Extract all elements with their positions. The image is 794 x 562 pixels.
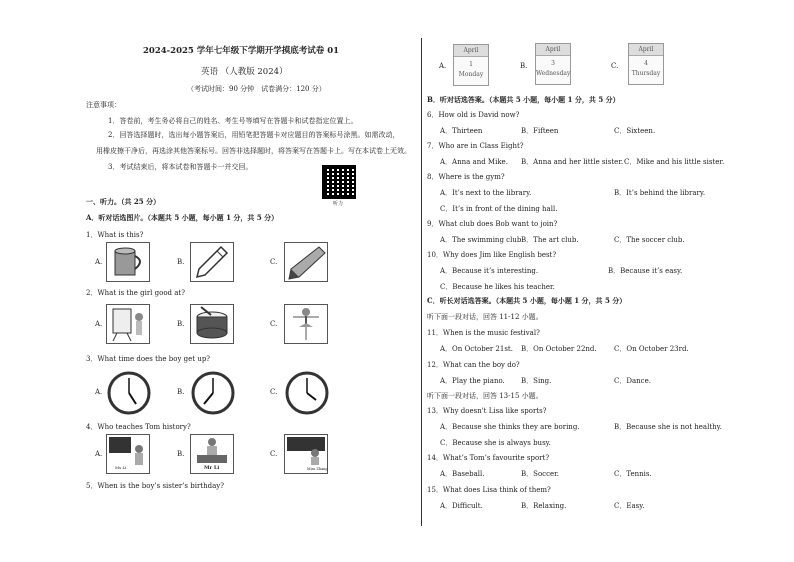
q7-option-b[interactable]: B．Anna and her little sister. (521, 158, 624, 166)
question-7: 7．Who are in Class Eight? (427, 142, 524, 150)
q13-option-a[interactable]: A．Because she thinks they are boring. (440, 423, 580, 431)
qr-label: 听力 (333, 201, 344, 207)
question-10: 10．Why does Jim like English best? (427, 251, 557, 259)
drum-icon (191, 305, 233, 343)
q5-option-a-label: A. (439, 62, 447, 70)
q1-option-c-label: C. (270, 258, 278, 266)
question-4: 4．Who teaches Tom history? (86, 423, 191, 431)
q2-option-c-image[interactable] (284, 304, 328, 344)
mug-icon (107, 243, 149, 281)
clock-icon (284, 370, 330, 416)
question-8: 8．Where is the gym? (427, 173, 505, 181)
q4-option-a-label: A. (95, 450, 103, 458)
q15-option-a[interactable]: A．Difficult. (440, 502, 483, 510)
q4-option-c-image[interactable] (284, 434, 328, 474)
q15-option-b[interactable]: B．Relaxing. (521, 502, 567, 510)
q1-option-b-label: B. (177, 258, 185, 266)
teacher-name-a: Ms Li (115, 465, 127, 470)
exam-info: （考试时间：90 分钟 试卷满分：120 分） (187, 85, 326, 93)
q1-option-b-image[interactable] (190, 242, 234, 282)
q12-option-b[interactable]: B．Sing. (521, 377, 552, 385)
calendar-weekday: Monday (458, 71, 484, 78)
q11-option-c[interactable]: C．On October 23rd. (614, 345, 689, 353)
column-divider (421, 38, 422, 526)
question-12: 12．What can the boy do? (427, 361, 520, 369)
calendar-day: 1 (469, 61, 473, 68)
q2-option-a-image[interactable] (106, 304, 150, 344)
question-6: 6．How old is David now? (427, 111, 520, 119)
calendar-month: April (536, 44, 570, 56)
q14-option-b[interactable]: B．Soccer. (521, 470, 559, 478)
q8-option-b[interactable]: B．It’s behind the library. (614, 189, 706, 197)
q6-option-a[interactable]: A．Thirteen (440, 127, 483, 135)
listening-lead-1: 听下面一段对话，回答 11-12 小题。 (427, 313, 543, 321)
clock-icon (106, 370, 152, 416)
q8-option-c[interactable]: C．It’s in front of the dining hall. (440, 205, 558, 213)
q5-option-c-calendar[interactable] (628, 43, 664, 85)
q9-option-b[interactable]: B．The art club. (521, 236, 579, 244)
q1-option-a-label: A. (95, 258, 103, 266)
q9-option-c[interactable]: C．The soccer club. (614, 236, 685, 244)
q13-option-c[interactable]: C．Because she is always busy. (440, 439, 551, 447)
q1-option-a-image[interactable] (106, 242, 150, 282)
teacher-name-c: Miss Zhang (307, 467, 328, 471)
question-1: 1．What is this? (86, 231, 144, 239)
q3-option-c-image[interactable] (284, 370, 326, 408)
q8-option-a[interactable]: A．It’s next to the library. (440, 189, 532, 197)
pen-icon (191, 243, 233, 281)
section-c-heading: C．听长对话选答案。（本题共 5 小题，每小题 1 分，共 5 分） (427, 296, 627, 305)
teacher-name-b: Mr Li (204, 465, 220, 471)
note-2a: 2．回答选择题时，选出每小题答案后，用铅笔把答题卡对应题目的答案标号涂黑。如需改动， (108, 131, 400, 139)
q6-option-c[interactable]: C．Sixteen. (614, 127, 656, 135)
q9-option-a[interactable]: A．The swimming club (440, 236, 522, 244)
q3-option-b-image[interactable] (190, 370, 232, 408)
calendar-weekday: Thursday (631, 70, 661, 77)
note-1: 1．答卷前，考生务必将自己的姓名、考生号等填写在答题卡和试卷指定位置上。 (108, 117, 358, 125)
question-9: 9．What club does Bob want to join? (427, 220, 558, 228)
q10-option-a[interactable]: A．Because it’s interesting. (440, 267, 539, 275)
question-13: 13．Why doesn't Lisa like sports? (427, 407, 547, 415)
q3-option-c-label: C. (270, 388, 278, 396)
q3-option-b-label: B. (177, 388, 185, 396)
q3-option-a-label: A. (95, 388, 103, 396)
dancer-icon (285, 305, 327, 343)
q14-option-a[interactable]: A．Baseball. (440, 470, 485, 478)
q11-option-a[interactable]: A．On October 21st. (440, 345, 513, 353)
q15-option-c[interactable]: C．Easy. (614, 502, 645, 510)
q2-option-b-label: B. (177, 320, 185, 328)
part1-heading: 一、听力。（共 25 分） (86, 197, 161, 206)
subject-line: 英语 （人教版 2024） (201, 67, 288, 77)
painting-icon (107, 305, 149, 343)
question-5: 5．When is the boy’s sister’s birthday? (86, 482, 224, 490)
note-2b: 用橡皮擦干净后，再选涂其他答案标号。回答非选择题时，将答案写在答题卡上。写在本试卷上无效。 (96, 147, 411, 155)
q7-option-a[interactable]: A．Anna and Mike. (440, 158, 508, 166)
listening-lead-2: 听下面一段对话，回答 13-15 小题。 (427, 392, 543, 400)
q2-option-c-label: C. (270, 320, 278, 328)
question-15: 15．What does Lisa think of them? (427, 486, 551, 494)
question-2: 2．What is the girl good at? (86, 289, 185, 297)
pencil-icon (285, 243, 327, 281)
question-3: 3．What time does the boy get up? (86, 355, 211, 363)
q14-option-c[interactable]: C．Tennis. (614, 470, 652, 478)
notes-heading: 注意事项： (86, 101, 121, 109)
q12-option-a[interactable]: A．Play the piano. (440, 377, 505, 385)
teacher-icon (107, 435, 149, 473)
clock-icon (190, 370, 236, 416)
section-a-heading: A．听对话选图片。（本题共 5 小题，每小题 1 分，共 5 分） (86, 213, 279, 222)
q1-option-c-image[interactable] (284, 242, 328, 282)
calendar-weekday: Wednesday (536, 70, 571, 77)
q4-option-c-label: C. (270, 450, 278, 458)
calendar-day: 3 (551, 60, 555, 67)
question-14: 14．What’s Tom’s favourite sport? (427, 454, 550, 462)
q4-option-a-image[interactable] (106, 434, 150, 474)
q3-option-a-image[interactable] (106, 370, 148, 408)
qr-code (322, 165, 356, 199)
q5-option-b-label: B. (520, 62, 528, 70)
q10-option-c[interactable]: C．Because he likes his teacher. (440, 283, 555, 291)
calendar-month: April (454, 45, 488, 57)
question-11: 11．When is the music festival? (427, 329, 540, 337)
q5-option-b-calendar[interactable] (535, 43, 571, 85)
q5-option-c-label: C. (611, 62, 619, 70)
q5-option-a-calendar[interactable] (453, 44, 489, 86)
q2-option-b-image[interactable] (190, 304, 234, 344)
section-b-heading: B．听对话选答案。（本题共 5 小题，每小题 1 分，共 5 分） (427, 95, 620, 104)
q12-option-c[interactable]: C．Dance. (614, 377, 651, 385)
q10-option-b[interactable]: B．Because it’s easy. (608, 267, 683, 275)
q6-option-b[interactable]: B．Fifteen (521, 127, 559, 135)
q13-option-b[interactable]: B．Because she is not healthy. (614, 423, 722, 431)
q7-option-c[interactable]: C．Mike and his little sister. (624, 158, 725, 166)
q11-option-b[interactable]: B．On October 22nd. (521, 345, 597, 353)
note-3: 3．考试结束后，将本试卷和答题卡一并交回。 (108, 163, 253, 171)
q2-option-a-label: A. (95, 320, 103, 328)
q4-option-b-label: B. (177, 450, 185, 458)
exam-title: 2024-2025 学年七年级下学期开学摸底考试卷 01 (143, 46, 340, 56)
calendar-day: 4 (644, 60, 648, 67)
q4-option-b-image[interactable] (190, 434, 234, 474)
calendar-month: April (629, 44, 663, 56)
